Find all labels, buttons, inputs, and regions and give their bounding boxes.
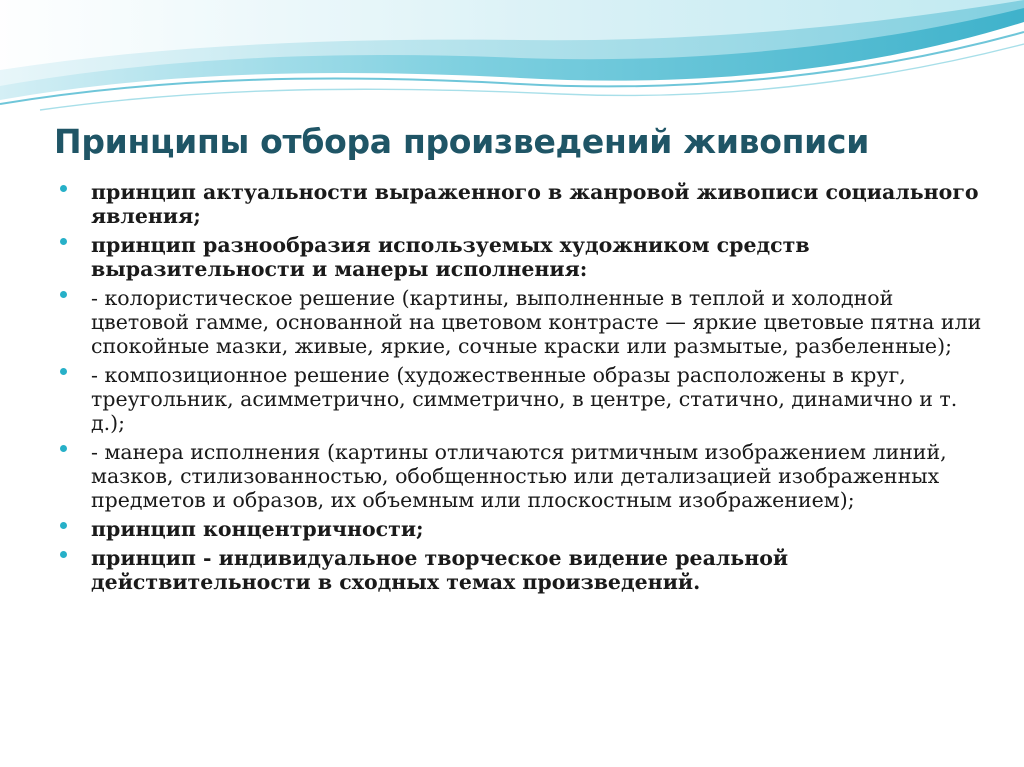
list-item (60, 286, 990, 358)
bullet-text: принцип разнообразия используемых художником средств выразительности и манеры исполнения: (91, 233, 810, 281)
bullet-dot-icon (60, 551, 67, 558)
bullet-text: - композиционное решение (художественные образы расположены в круг, треугольник, асимметрично, симметрично, в центре, статично, динамично и т. д.); (91, 363, 958, 435)
bullet-text: - колористическое решение (картины, выполненные в теплой и холодной цветовой гамме, основанной на цветовом контрасте — яркие цветовые пятна или спокойные мазки, живые, яркие, сочные краски или размытые, разбеленные); (91, 286, 982, 358)
bullet-dot-icon (60, 185, 67, 192)
decorative-wave-header (0, 0, 1024, 120)
list-item (60, 180, 990, 228)
bullet-text: принцип - индивидуальное творческое видение реальной действительности в сходных темах произведений. (91, 546, 789, 594)
list-item (60, 440, 990, 512)
bullet-dot-icon (60, 522, 67, 529)
bullet-dot-icon (60, 238, 67, 245)
list-item (60, 363, 990, 435)
bullet-dot-icon (60, 368, 67, 375)
bullet-text: принцип актуальности выраженного в жанровой живописи социального явления; (91, 180, 979, 228)
list-item (60, 546, 990, 594)
bullet-dot-icon (60, 291, 67, 298)
bullet-dot-icon (60, 445, 67, 452)
slide-title: Принципы отбора произведений живописи (54, 122, 870, 161)
bullet-text: принцип концентричности; (91, 517, 424, 541)
bullet-list (60, 180, 990, 599)
bullet-text: - манера исполнения (картины отличаются ритмичным изображением линий, мазков, стилизованностью, обобщенностью или детализацией изображенных предметов и образов, их объемным или плоскостным изображением); (91, 440, 947, 512)
list-item (60, 517, 990, 541)
list-item (60, 233, 990, 281)
